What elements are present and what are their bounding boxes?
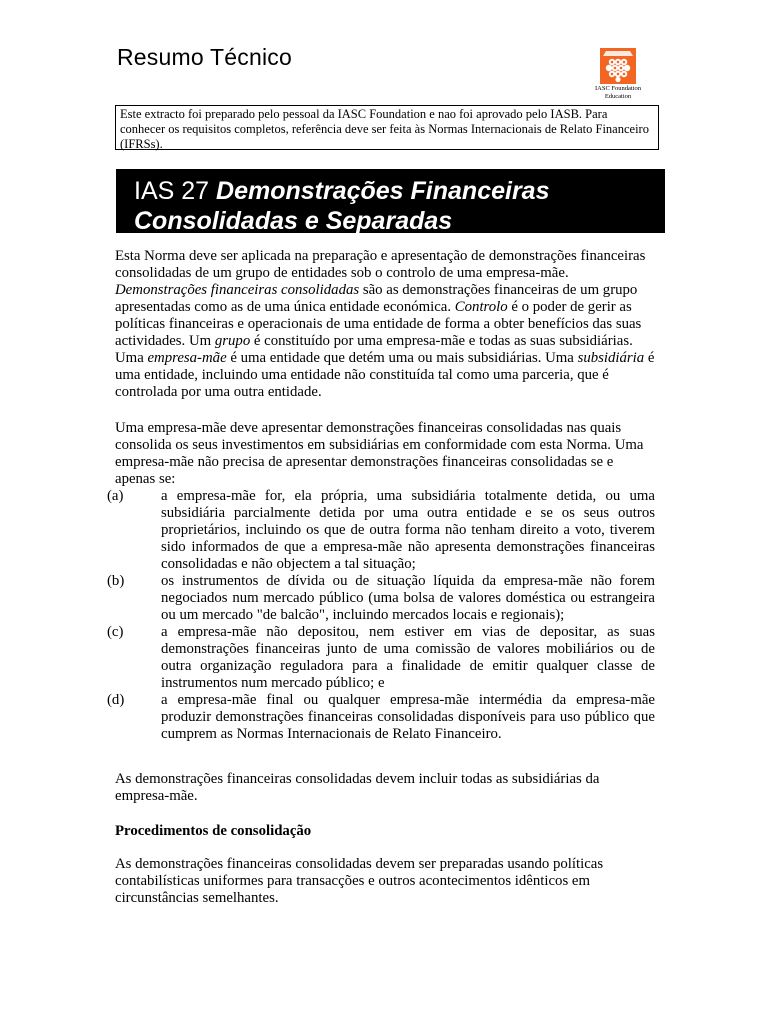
exemption-list bbox=[107, 488, 655, 743]
p1-text-1: Esta Norma deve ser aplicada na preparação e apresentação de demonstrações financeiras consolidadas de um grupo de entidades sob o controlo de uma empresa-mãe. bbox=[115, 248, 646, 281]
list-item-text: a empresa-mãe final ou qualquer empresa-mãe intermédia da empresa-mãe produzir demonstrações financeiras consolidadas disponíveis para uso público que cumprem as Normas Internacionais de Relato Financeiro. bbox=[161, 692, 655, 742]
p3-text: As demonstrações financeiras consolidadas devem incluir todas as subsidiárias da empresa-mãe. bbox=[115, 771, 600, 804]
logo-caption-line1: IASC Foundation bbox=[594, 85, 642, 92]
iasc-logo-icon bbox=[600, 48, 636, 84]
p1-text-4: é constituído por uma empresa-mãe e todas as suas subsidiárias. Uma bbox=[115, 333, 633, 366]
p2-text: Uma empresa-mãe deve apresentar demonstrações financeiras consolidadas nas quais consolida os seus investimentos em subsidiárias em conformidade com esta Norma. Uma empresa-mãe não precisa de apresentar demonstrações financeiras consolidadas se e apenas se: bbox=[115, 420, 644, 487]
term-parent: empresa-mãe bbox=[147, 350, 227, 366]
banner-line-2 bbox=[134, 206, 655, 236]
term-control: Controlo bbox=[454, 299, 508, 315]
list-item-text: a empresa-mãe não depositou, nem estiver em vias de depositar, as suas demonstrações financeiras junto de uma comissão de valores mobiliários ou de outra organização reguladora para a finalidade de emitir qualquer classe de instrumentos num mercado público; e bbox=[161, 624, 655, 691]
list-item bbox=[107, 488, 655, 573]
list-item bbox=[107, 692, 655, 743]
disclaimer-box bbox=[115, 105, 659, 150]
list-item-text: a empresa-mãe for, ela própria, uma subsidiária totalmente detida, ou uma subsidiária parcialmente detida por uma outra entidade e se os seus outros proprietários, incluindo os que de outra forma não tenham direito a voto, tiverem sido informados de que a empresa-mãe não apresenta demonstrações financeiras consolidadas e não objectem a tal situação; bbox=[161, 488, 655, 572]
term-consolidated-statements: Demonstrações financeiras consolidadas bbox=[115, 282, 360, 298]
standard-title-banner bbox=[116, 169, 665, 233]
definitions-paragraph bbox=[115, 248, 655, 401]
list-item-text: os instrumentos de dívida ou de situação líquida da empresa-mãe não forem negociados num mercado público (uma bolsa de valores doméstica ou estrangeira ou um mercado "de balcão", incluindo mercados locais e regionais); bbox=[161, 573, 655, 623]
p1-text-5: é uma entidade que detém uma ou mais subsidiárias. Uma bbox=[226, 350, 578, 366]
list-item bbox=[107, 573, 655, 624]
page-title: Resumo Técnico bbox=[117, 44, 292, 70]
logo-caption-line2: Education bbox=[604, 93, 632, 100]
standard-title-line2: Consolidadas e Separadas bbox=[134, 207, 453, 235]
list-marker: (a) bbox=[107, 488, 124, 504]
list-marker: (b) bbox=[107, 573, 125, 589]
term-group: grupo bbox=[214, 333, 251, 349]
list-item bbox=[107, 624, 655, 692]
p1-text-2: são as demonstrações financeiras de um grupo apresentadas como as de uma única entidade económica. bbox=[115, 282, 638, 315]
disclaimer-text: Este extracto foi preparado pelo pessoal da IASC Foundation e nao foi aprovado pelo IASB. Para conhecer os requisitos completos, referência deve ser feita às Normas Internacionais de Relato Financeiro (IFRSs). bbox=[120, 107, 649, 151]
procedures-paragraph bbox=[115, 856, 655, 907]
p4-text: As demonstrações financeiras consolidadas devem ser preparadas usando políticas contabilísticas uniformes para transacções e outros acontecimentos idênticos em circunstâncias semelhantes. bbox=[115, 856, 604, 906]
p1-text-3: é o poder de gerir as políticas financeiras e operacionais de uma entidade de forma a obter benefícios das suas actividades. Um bbox=[115, 299, 642, 349]
list-marker: (d) bbox=[107, 692, 125, 708]
banner-line-1 bbox=[134, 176, 655, 206]
term-subsidiary: subsidiária bbox=[577, 350, 645, 366]
scope-paragraph bbox=[115, 771, 655, 805]
standard-title-line1: Demonstrações Financeiras bbox=[216, 177, 550, 205]
section-heading: Procedimentos de consolidação bbox=[115, 823, 312, 839]
iasc-foundation-logo bbox=[594, 48, 642, 100]
standard-code: IAS 27 bbox=[134, 177, 210, 205]
p1-text-6: é uma entidade, incluindo uma entidade não constituída tal como uma parceria, que é controlada por uma outra entidade. bbox=[115, 350, 655, 400]
presentation-paragraph bbox=[115, 420, 655, 488]
list-marker: (c) bbox=[107, 624, 124, 640]
